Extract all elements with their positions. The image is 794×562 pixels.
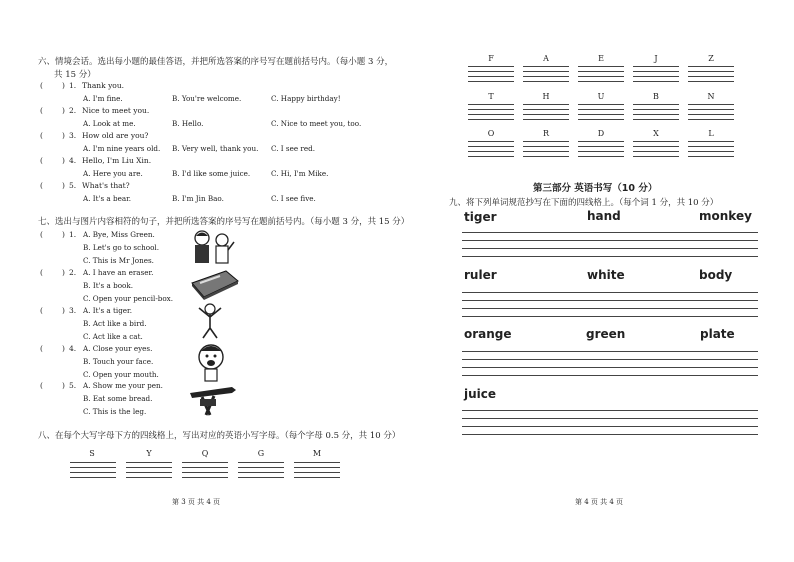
copy-word: white — [587, 268, 625, 282]
answer-paren-open[interactable]: ( — [40, 344, 43, 353]
four-line-grid[interactable] — [70, 462, 116, 478]
letter-label: S — [89, 449, 95, 458]
copy-word: hand — [587, 209, 621, 223]
teacher-student-picture — [188, 228, 236, 266]
option-a: A. Show me your pen. — [83, 381, 163, 390]
four-line-grid[interactable] — [126, 462, 172, 478]
four-line-grid[interactable] — [523, 141, 569, 157]
answer-paren-open[interactable]: ( — [40, 81, 43, 90]
answer-paren-close: ) — [62, 181, 65, 190]
question-number: 3. — [69, 131, 77, 140]
copy-word: ruler — [464, 268, 497, 282]
letter-label: T — [488, 92, 494, 101]
answer-paren-close: ) — [62, 156, 65, 165]
copy-word: orange — [464, 327, 512, 341]
question-number: 5. — [69, 381, 77, 390]
option-a: A. I'm nine years old. — [83, 144, 161, 153]
option-c: C. Hi, I'm Mike. — [271, 169, 329, 178]
four-line-grid[interactable] — [468, 141, 514, 157]
section9-title: 九、将下列单词规范抄写在下面的四线格上。（每个词 1 分，共 10 分） — [449, 198, 719, 208]
page-footer: 第 4 页 共 4 页 — [575, 498, 624, 506]
option-c: C. Nice to meet you, too. — [271, 119, 362, 128]
question-text: How old are you? — [82, 131, 149, 140]
option-b: B. You're welcome. — [172, 94, 242, 103]
option-a: A. I have an eraser. — [83, 268, 154, 277]
four-line-grid[interactable] — [578, 104, 624, 120]
copy-word: monkey — [699, 209, 752, 223]
option-c: C. This is the leg. — [83, 407, 147, 416]
copy-word: tiger — [464, 210, 497, 224]
four-line-grid[interactable] — [238, 462, 284, 478]
option-a: A. Bye, Miss Green. — [83, 230, 155, 239]
section7-title: 七、选出与图片内容相符的句子，并把所选答案的序号写在题前括号内。（每小题 3 分，共 15 分） — [38, 217, 410, 227]
letter-label: J — [654, 54, 658, 63]
answer-paren-open[interactable]: ( — [40, 181, 43, 190]
letter-label: G — [257, 449, 265, 458]
four-line-grid[interactable] — [294, 462, 340, 478]
option-c: C. I see red. — [271, 144, 315, 153]
four-line-grid[interactable] — [633, 104, 679, 120]
answer-paren-close: ) — [62, 268, 65, 277]
answer-paren-open[interactable]: ( — [40, 131, 43, 140]
section8-title: 八、在每个大写字母下方的四线格上，写出对应的英语小写字母。（每个字母 0.5 分，共 10 分） — [38, 431, 401, 441]
option-b: B. Very well, thank you. — [172, 144, 259, 153]
option-a: A. Here you are. — [83, 169, 143, 178]
four-line-grid[interactable] — [462, 410, 758, 435]
answer-paren-open[interactable]: ( — [40, 268, 43, 277]
four-line-grid[interactable] — [462, 232, 758, 257]
four-line-grid[interactable] — [688, 66, 734, 82]
four-line-grid[interactable] — [462, 292, 758, 317]
answer-paren-open[interactable]: ( — [40, 381, 43, 390]
answer-paren-close: ) — [62, 306, 65, 315]
option-c: C. Open your pencil-box. — [83, 294, 174, 303]
four-line-grid[interactable] — [633, 141, 679, 157]
page-footer: 第 3 页 共 4 页 — [172, 498, 221, 506]
question-number: 4. — [69, 156, 77, 165]
four-line-grid[interactable] — [578, 141, 624, 157]
answer-paren-close: ) — [62, 230, 65, 239]
option-b: B. Let's go to school. — [83, 243, 160, 252]
answer-paren-close: ) — [62, 381, 65, 390]
option-c: C. Happy birthday! — [271, 94, 341, 103]
open-mouth-face-picture — [193, 342, 229, 382]
question-text: Nice to meet you. — [82, 106, 150, 115]
option-a: A. It's a tiger. — [83, 306, 132, 315]
letter-label: Z — [708, 54, 714, 63]
pen-picture — [188, 381, 238, 417]
four-line-grid[interactable] — [523, 104, 569, 120]
four-line-grid[interactable] — [462, 351, 758, 376]
letter-label: D — [597, 129, 605, 138]
answer-paren-close: ) — [62, 344, 65, 353]
question-number: 1. — [69, 81, 77, 90]
dancing-figure-picture — [195, 302, 225, 340]
section6-title-line1: 六、情境会话。选出每小题的最佳答语，并把所选答案的序号写在题前括号内。（每小题 3 分， — [38, 57, 394, 67]
question-number: 2. — [69, 106, 77, 115]
four-line-grid[interactable] — [688, 104, 734, 120]
option-b: B. Eat some bread. — [83, 394, 153, 403]
letter-label: R — [542, 129, 550, 138]
letter-label: F — [488, 54, 494, 63]
section6-title-line2: 共 15 分） — [54, 70, 96, 80]
answer-paren-open[interactable]: ( — [40, 106, 43, 115]
four-line-grid[interactable] — [182, 462, 228, 478]
part3-title: 第三部分 英语书写（10 分） — [533, 183, 658, 194]
letter-label: Q — [201, 449, 209, 458]
four-line-grid[interactable] — [633, 66, 679, 82]
letter-label: X — [653, 129, 659, 138]
question-text: Thank you. — [82, 81, 125, 90]
letter-label: A — [543, 54, 549, 63]
answer-paren-open[interactable]: ( — [40, 230, 43, 239]
letter-label: M — [312, 449, 322, 458]
question-number: 3. — [69, 306, 77, 315]
option-b: B. I'm Jin Bao. — [172, 194, 224, 203]
letter-label: B — [653, 92, 659, 101]
question-number: 2. — [69, 268, 77, 277]
copy-word: green — [586, 327, 626, 341]
question-text: What's that? — [82, 181, 130, 190]
option-a: A. It's a bear. — [83, 194, 132, 203]
four-line-grid[interactable] — [468, 66, 514, 82]
letter-label: H — [542, 92, 550, 101]
letter-label: N — [707, 92, 715, 101]
option-c: C. I see five. — [271, 194, 316, 203]
question-number: 4. — [69, 344, 77, 353]
four-line-grid[interactable] — [468, 104, 514, 120]
answer-paren-close: ) — [62, 81, 65, 90]
option-c: C. Act like a cat. — [83, 332, 143, 341]
question-number: 1. — [69, 230, 77, 239]
option-c: C. Open your mouth. — [83, 370, 159, 379]
option-b: B. I'd like some juice. — [172, 169, 251, 178]
option-a: A. I'm fine. — [83, 94, 123, 103]
letter-label: O — [487, 129, 495, 138]
answer-paren-close: ) — [62, 131, 65, 140]
option-c: C. This is Mr Jones. — [83, 256, 154, 265]
four-line-grid[interactable] — [688, 141, 734, 157]
option-b: B. It's a book. — [83, 281, 133, 290]
letter-label: Y — [146, 449, 152, 458]
eraser-picture — [188, 267, 240, 301]
option-a: A. Look at me. — [83, 119, 136, 128]
copy-word: plate — [700, 327, 735, 341]
answer-paren-open[interactable]: ( — [40, 306, 43, 315]
letter-label: E — [598, 54, 604, 63]
answer-paren-close: ) — [62, 106, 65, 115]
question-number: 5. — [69, 181, 77, 190]
option-b: B. Touch your face. — [83, 357, 154, 366]
letter-label: L — [708, 129, 714, 138]
option-a: A. Close your eyes. — [83, 344, 153, 353]
option-b: B. Act like a bird. — [83, 319, 147, 328]
question-text: Hello, I'm Liu Xin. — [82, 156, 152, 165]
four-line-grid[interactable] — [523, 66, 569, 82]
copy-word: juice — [464, 387, 497, 401]
answer-paren-open[interactable]: ( — [40, 156, 43, 165]
copy-word: body — [699, 268, 733, 282]
option-b: B. Hello. — [172, 119, 204, 128]
letter-label: U — [597, 92, 605, 101]
four-line-grid[interactable] — [578, 66, 624, 82]
